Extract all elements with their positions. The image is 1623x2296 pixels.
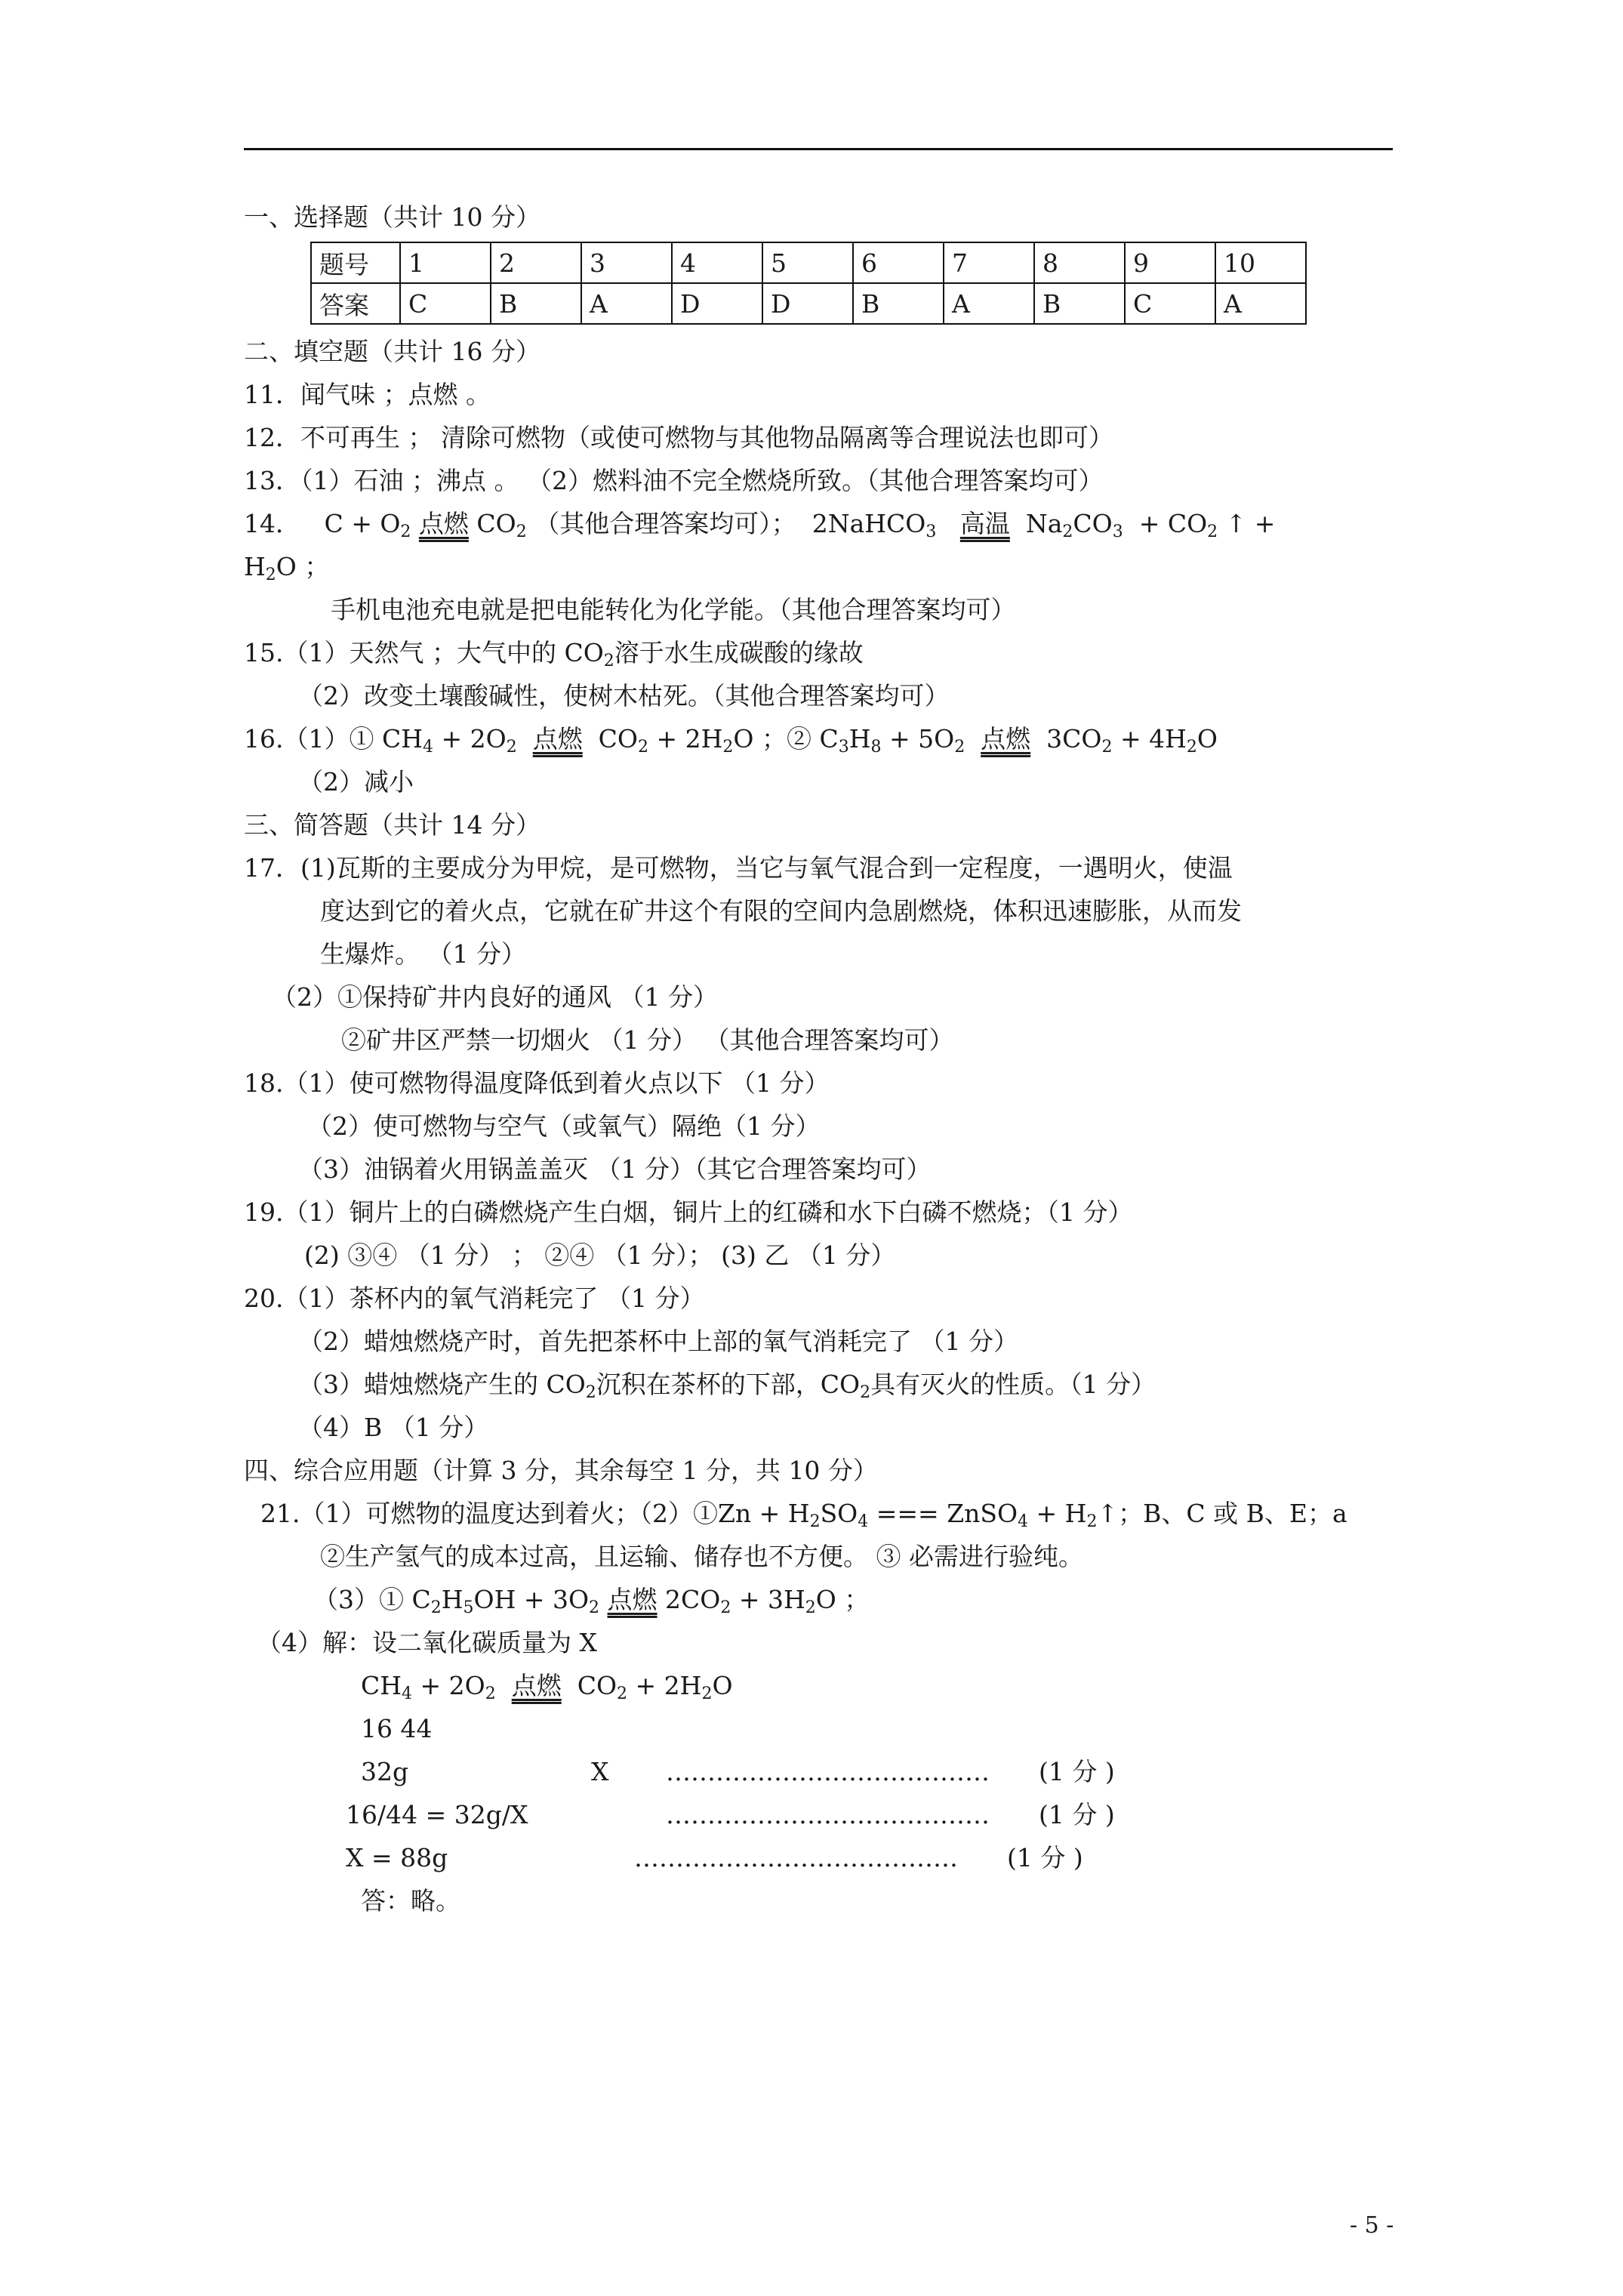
answer-q20-line4: （4）B （1 分） [298,1413,489,1442]
table-cell: C [1125,283,1215,324]
page-number: - 5 - [1350,2212,1394,2239]
answer-q21-step2-ratio: 16/44 = 32g/X [346,1800,528,1829]
answer-q18-line2: （2）使可燃物与空气（或氧气）隔绝（1 分） [307,1111,821,1141]
answer-q11: 11．闻气味 ；点燃 。 [244,380,491,409]
table-cell: A [581,283,672,324]
table-cell: A [1215,283,1306,324]
reaction-condition: 点燃 [511,1671,562,1700]
answer-q17-line4: （2）①保持矿井内良好的通风 （1 分） [272,982,718,1012]
table-header-answer: 答案 [311,283,400,324]
table-cell: D [762,283,853,324]
table-cell: B [853,283,944,324]
reaction-condition: 点燃 [607,1585,658,1614]
answer-table [310,242,1307,325]
table-cell: 3 [581,242,672,283]
answer-q21-line4: （4）解：设二氧化碳质量为 X [257,1628,597,1657]
table-cell: 9 [1125,242,1215,283]
answer-q21-equation: $CH_4 + 2O_2$ 点燃 $CO_2 + 2H_2O$ [361,1671,733,1703]
section-3-heading: 三、简答题（共计 14 分） [244,810,540,840]
table-cell: 5 [762,242,853,283]
answer-q16-line2: （2）减小 [298,767,414,797]
table-row-numbers [311,242,1306,283]
answer-q17-line1: 17．(1)瓦斯的主要成分为甲烷，是可燃物，当它与氧气混合到一定程度，一遇明火，使温 [244,853,1233,883]
answer-q14-line2: $H_2O$ ； [244,552,330,584]
answer-q21-step1-unknown: X [591,1757,609,1786]
answer-q21-conclusion: 答：略。 [361,1886,460,1915]
answer-q21-line1: 21.（1）可燃物的温度达到着火；（2）①Zn + $H_2SO_4$ === ZnSO$_4$ + $H_2↑$；B、C 或 B、E；a [260,1499,1347,1531]
answer-q21-step3-result: X = 88g [346,1843,448,1872]
table-cell: D [672,283,762,324]
answer-q21-line3: （3）① $C_2H_5OH + 3O_2$ 点燃 $2CO_2 + 3H_2O$ ； [313,1585,870,1617]
answer-q15-line1: 15.（1）天然气 ；大气中的 $CO_2$溶于水生成碳酸的缘故 [244,638,864,670]
dot-leader: ………………………………… [634,1843,958,1872]
table-cell: 1 [400,242,491,283]
table-cell: C [400,283,491,324]
answer-q15-line2: （2）改变土壤酸碱性，使树木枯死。（其他合理答案均可） [298,681,950,710]
answer-q19-line1: 19.（1）铜片上的白磷燃烧产生白烟，铜片上的红磷和水下白磷不燃烧；（1 分） [244,1197,1133,1227]
answer-q14-line3: 手机电池充电就是把电能转化为化学能。（其他合理答案均可） [331,595,1016,624]
dot-leader: ………………………………… [666,1757,990,1786]
reaction-condition: 点燃 [532,724,583,754]
table-cell: B [491,283,581,324]
answer-q17-line2: 度达到它的着火点，它就在矿井这个有限的空间内急剧燃烧，体积迅速膨胀，从而发 [320,896,1242,926]
answer-q16-line1: 16.（1）① $CH_4 + 2O_2$ 点燃 $CO_2 + 2H_2O$ ；② $C_3H_8 + 5O_2$ 点燃 $3CO_2 + 4H_2O$ [244,724,1218,757]
answer-q21-step1-given: 32g [361,1757,409,1786]
answer-q21-line2: ②生产氢气的成本过高，且运输、储存也不方便。 ③ 必需进行验纯。 [320,1542,1083,1571]
answer-q20-line3: （3）蜡烛燃烧产生的 $CO_2$沉积在茶杯的下部，$CO_2$具有灭火的性质。（1 分） [298,1370,1156,1402]
answer-q18-line1: 18.（1）使可燃物得温度降低到着火点以下 （1 分） [244,1068,830,1098]
reaction-condition: 点燃 [981,724,1031,754]
table-row-answers [311,283,1306,324]
reaction-condition: 高温 [959,509,1010,538]
table-cell: A [944,283,1034,324]
answer-q21-step3-score: (1 分 ) [1007,1843,1083,1872]
answer-q12: 12．不可再生 ； 清除可燃物（或使可燃物与其他物品隔离等合理说法也即可） [244,423,1113,452]
section-1-heading: 一、选择题（共计 10 分） [244,202,540,232]
table-cell: 10 [1215,242,1306,283]
table-cell: B [1034,283,1125,324]
reaction-condition: 点燃 [418,509,469,538]
table-cell: 7 [944,242,1034,283]
answer-q13: 13．（1）石油 ；沸点 。 （2）燃料油不完全燃烧所致。（其他合理答案均可） [244,466,1104,495]
table-header-number: 题号 [311,242,400,283]
table-cell: 6 [853,242,944,283]
dot-leader: ………………………………… [666,1800,990,1829]
answer-q20-line1: 20.（1）茶杯内的氧气消耗完了 （1 分） [244,1284,705,1313]
section-4-heading: 四、综合应用题（计算 3 分，其余每空 1 分，共 10 分） [244,1456,878,1485]
answer-q14-line1: 14． $C + O_2$ 点燃 $CO_2$ （其他合理答案均可）； 2NaHCO$_3$ 高温 $Na_2CO_3 + CO_2$ ↑ + [244,509,1276,541]
answer-q21-step2-score: (1 分 ) [1039,1800,1115,1829]
table-cell: 2 [491,242,581,283]
section-2-heading: 二、填空题（共计 16 分） [244,337,540,366]
table-cell: 4 [672,242,762,283]
answer-q21-step1-score: (1 分 ) [1039,1757,1115,1786]
table-cell: 8 [1034,242,1125,283]
answer-q20-line2: （2）蜡烛燃烧产时，首先把茶杯中上部的氧气消耗完了 （1 分） [298,1327,1018,1356]
answer-q21-masses: 16 44 [361,1714,433,1743]
header-rule [244,148,1393,150]
answer-q17-line5: ②矿井区严禁一切烟火 （1 分） （其他合理答案均可） [341,1025,954,1055]
answer-q17-line3: 生爆炸。 （1 分） [320,939,526,969]
answer-q18-line3: （3）油锅着火用锅盖盖灭 （1 分）（其它合理答案均可） [298,1154,932,1184]
answer-q19-line2: (2) ③④ （1 分） ； ②④ （1 分）； (3) 乙 （1 分） [304,1240,896,1270]
